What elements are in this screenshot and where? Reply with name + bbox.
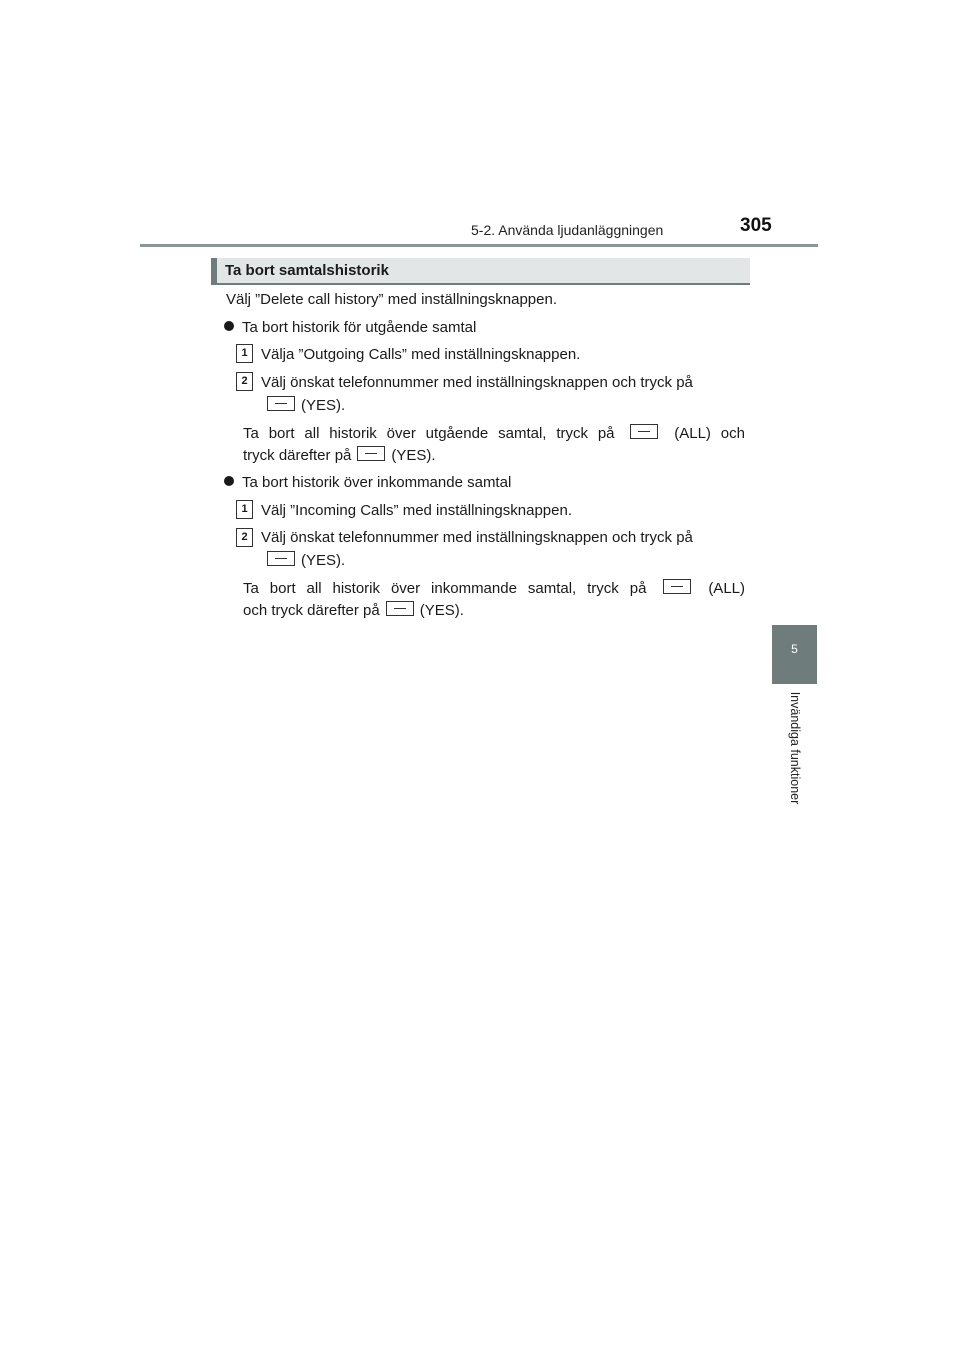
outgoing-note-text: Ta bort all historik över utgående samtal, tryck på (243, 425, 615, 442)
chapter-tab: 5 (772, 625, 817, 684)
phone-button-icon (357, 446, 385, 461)
header-divider (140, 244, 818, 247)
phone-button-icon (630, 424, 658, 439)
outgoing-note-all: (ALL) och (674, 425, 745, 442)
incoming-note-line1 (243, 579, 745, 598)
bullet-icon (224, 321, 234, 331)
outgoing-note-yes: (YES). (391, 447, 436, 464)
header-section-title: 5-2. Använda ljudanläggningen (471, 222, 664, 238)
phone-button-icon (267, 396, 295, 411)
phone-button-icon (267, 551, 295, 566)
phone-button-icon (663, 579, 691, 594)
outgoing-step1-text: Välja ”Outgoing Calls” med inställningsknappen. (261, 346, 581, 363)
incoming-step2-text: Välj önskat telefonnummer med inställningsknappen och tryck på (261, 529, 693, 546)
bullet-incoming-text: Ta bort historik över inkommande samtal (242, 474, 512, 491)
incoming-note-all: (ALL) (708, 580, 745, 597)
incoming-note-line2 (243, 601, 464, 620)
bullet-outgoing-text: Ta bort historik för utgående samtal (242, 319, 477, 336)
step-number-badge: 2 (236, 372, 253, 391)
incoming-note-text: Ta bort all historik över inkommande samtal, tryck på (243, 580, 647, 597)
intro-text: Välj ”Delete call history” med inställningsknappen. (226, 291, 557, 308)
step-number-badge: 1 (236, 500, 253, 519)
bullet-outgoing (224, 319, 476, 337)
outgoing-note-line1 (243, 424, 745, 443)
bullet-incoming (224, 474, 511, 492)
incoming-step2-yes: (YES). (301, 552, 346, 569)
outgoing-step2-cont (261, 396, 345, 415)
page-number: 305 (740, 215, 772, 236)
incoming-note-then: och tryck därefter på (243, 602, 380, 619)
outgoing-note-line2 (243, 446, 436, 465)
incoming-step2-cont (261, 551, 345, 570)
outgoing-step2-yes: (YES). (301, 397, 346, 414)
incoming-step1-text: Välj ”Incoming Calls” med inställningsknappen. (261, 502, 572, 519)
outgoing-step2-text: Välj önskat telefonnummer med inställningsknappen och tryck på (261, 374, 693, 391)
chapter-label: Invändiga funktioner (788, 691, 802, 805)
outgoing-note-then: tryck därefter på (243, 447, 352, 464)
phone-button-icon (386, 601, 414, 616)
incoming-note-yes: (YES). (419, 602, 464, 619)
section-heading (211, 258, 750, 285)
bullet-icon (224, 476, 234, 486)
step-number-badge: 2 (236, 528, 253, 547)
section-title: Ta bort samtalshistorik (225, 262, 389, 279)
step-number-badge: 1 (236, 344, 253, 363)
section-heading-bar (211, 258, 217, 285)
